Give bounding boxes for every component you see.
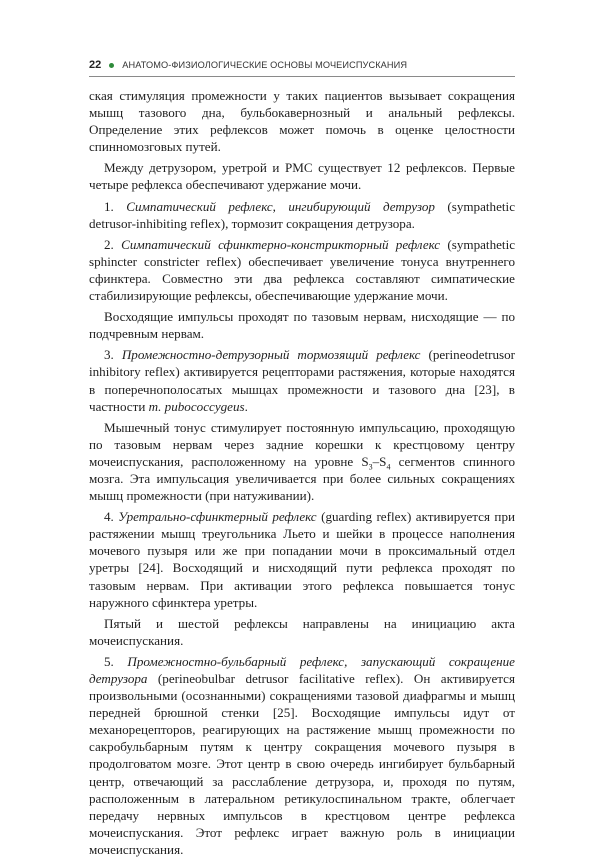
body-text	[89, 87, 515, 858]
reflex-number: 4.	[104, 509, 119, 525]
reflex-4-paragraph	[89, 508, 515, 611]
running-title: АНАТОМО-ФИЗИОЛОГИЧЕСКИЕ ОСНОВЫ МОЧЕИСПУСКАНИЯ	[122, 60, 408, 70]
running-header	[89, 59, 515, 77]
reflex-name: Симпатический сфинктерно-констрикторный рефлекс	[121, 236, 441, 252]
subscript: 4	[386, 462, 391, 472]
subscript: 3	[368, 462, 373, 472]
paragraph-impulses: Восходящие импульсы проходят по тазовым нервам, нисходящие — по подчревным нервам.	[89, 309, 515, 342]
reflex-name: Промежностно-бульбарный рефлекс, запускающий сокращение детрузора	[89, 653, 515, 686]
reflex-description: (sympathetic sphincter constricter reflex) обеспечивает увеличение тонуса внутреннего сфинктера. Совместно эти два рефлекса составляют симпатические стабилизирующие рефлексы, обеспечивающие удержание мочи.	[89, 236, 516, 304]
reflex-number: 2.	[104, 236, 122, 252]
reflex-3-paragraph	[89, 346, 515, 414]
text-part: Мышечный тонус стимулирует постоянную импульсацию, проходящую по тазовым нервам через задние корешки к крестцовому центру мочеиспускания, расположенному на уровне S	[89, 419, 515, 469]
reflex-number: 3.	[104, 347, 122, 363]
reflex-name: Уретрально-сфинктерный рефлекс	[118, 509, 317, 525]
reflex-1-paragraph	[89, 198, 515, 232]
reflex-description: (sympathetic detrusor-inhibiting reflex), тормозит сокращения детрузора.	[89, 198, 516, 231]
reflex-description: (perineodetrusor inhibitory reflex) активируется рецепторами растяжения, которые находятся в поперечнополосатых мышцах промежности и тазового дна [23], в частности	[89, 347, 515, 414]
reflex-number: 5.	[104, 653, 128, 669]
reflex-2-paragraph	[89, 236, 515, 304]
page-number: 22	[89, 59, 102, 71]
period: .	[244, 398, 248, 414]
reflex-number: 1.	[104, 198, 127, 214]
paragraph-2: Между детрузором, уретрой и РМС существует 12 рефлексов. Первые четыре рефлекса обеспечивают удержание мочи.	[89, 160, 515, 193]
paragraph-muscle-tone	[89, 419, 515, 504]
reflex-name: Промежностно-детрузорный тормозящий рефлекс	[121, 347, 421, 363]
reflex-5-paragraph	[89, 653, 515, 858]
text-part: –S	[372, 453, 387, 469]
reflex-description: (guarding reflex) активируется при растяжении мышц треугольника Льето и шейки в процессе наполнения мочевого пузыря или же при попадании мочи в проксимальный отдел уретры [24]. Восходящий и нисходящий пути рефлекса проходят по тазовым нервам. При активации этого рефлекса повышается тонус наружного сфинктера уретры.	[89, 509, 515, 610]
muscle-name: m. pubococcygeus	[148, 398, 245, 414]
text-part: сегментов спинного мозга. Эта импульсация увеличивается при более сильных сокращениях мышц промежности (при натуживании).	[89, 453, 515, 504]
paragraph-initiation: Пятый и шестой рефлексы направлены на инициацию акта мочеиспускания.	[89, 615, 515, 648]
paragraph-1: ская стимуляция промежности у таких пациентов вызывает сокращения мышц тазового дна, бульбокавернозный и анальный рефлексы. Определение этих рефлексов может помочь в оценке целостности спинномозговых путей.	[89, 88, 515, 155]
reflex-name: Симпатический рефлекс, ингибирующий детрузор	[126, 198, 435, 214]
bullet-dot-icon	[109, 63, 114, 68]
reflex-description: (perineobulbar detrusor facilitative reflex). Он активируется произвольными (осознанными) сокращениями тазовой диафрагмы и мышц передней брюшной стенки [25]. Восходящие импульсы идут от механорецепторов, реагирующих на растяжение мышц промежности по сакробульбарным путям к центру сокращения мочевого пузыря в продолговатом мозге. Этот центр в свою очередь ингибирует бульбарный центр, отвечающий за расслабление детрузора, и, проходя по путям, расположенным в латеральном ретикулоспинальном тракте, облегчает передачу нервных импульсов в крестцовом центре рефлекса мочеиспускания. Этот рефлекс играет важную роль в инициации мочеиспускания.	[89, 671, 515, 857]
